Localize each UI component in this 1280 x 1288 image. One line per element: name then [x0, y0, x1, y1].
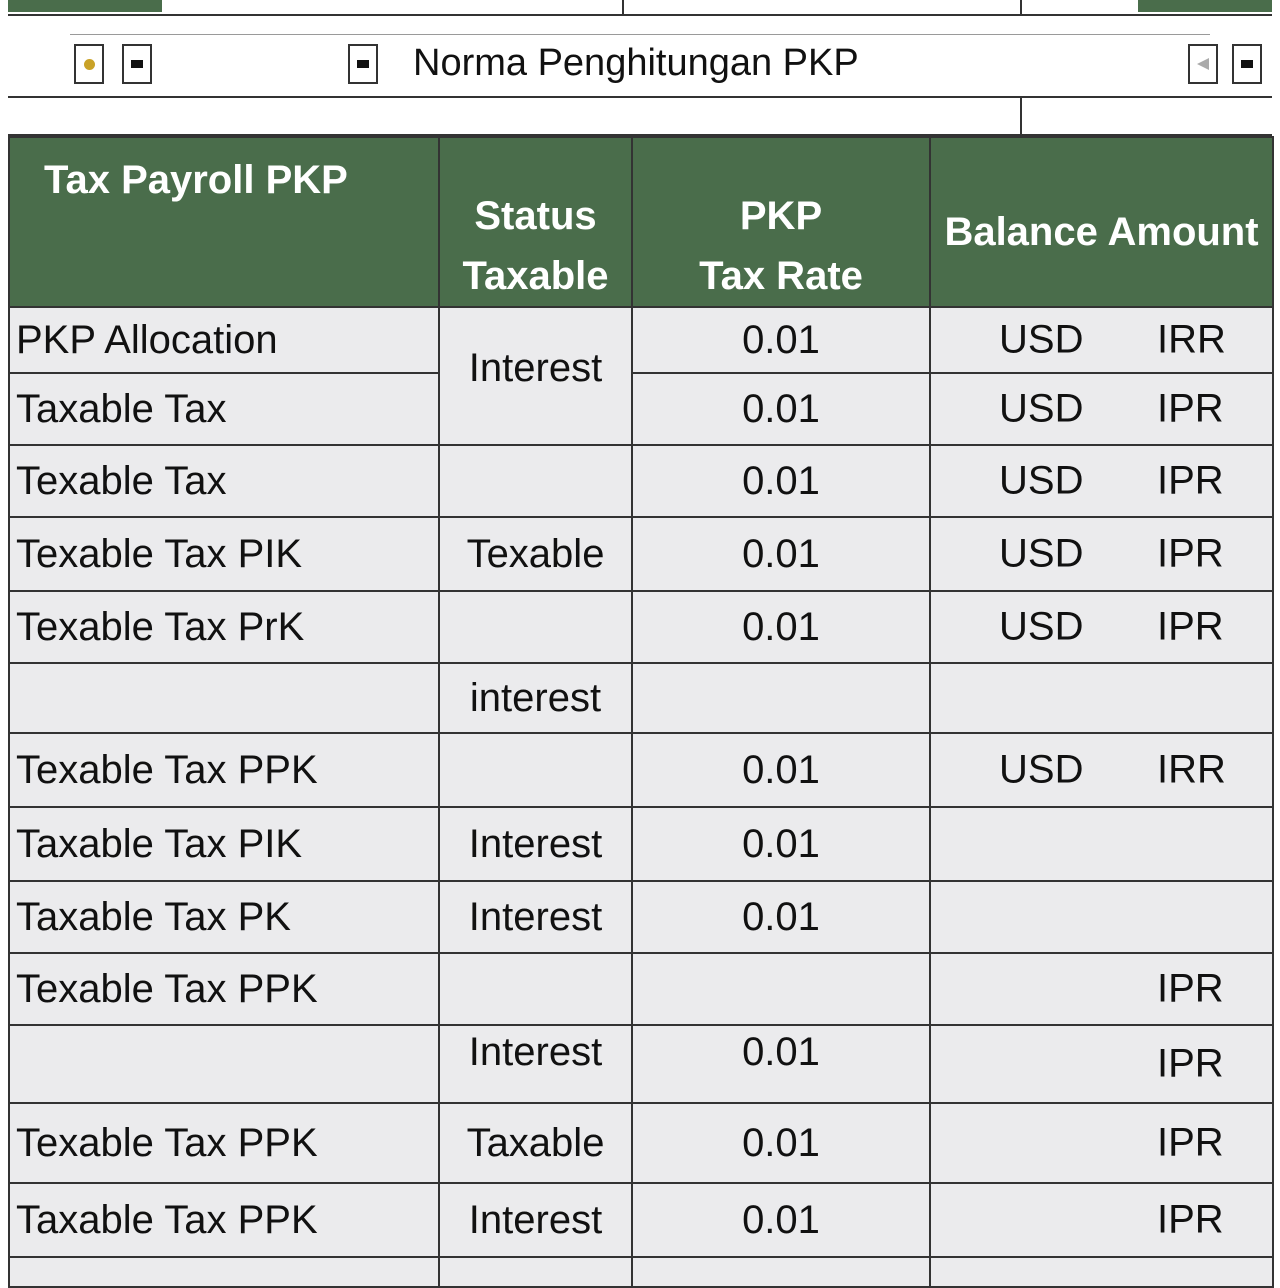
cell-rate[interactable]: 0.01 — [632, 807, 930, 881]
table-row[interactable] — [9, 1103, 1273, 1183]
cell-rate[interactable]: 0.01 — [632, 733, 930, 807]
header-status-line1: Status — [474, 194, 597, 238]
currency-local: IPR — [1157, 531, 1224, 576]
stop-icon — [131, 60, 143, 68]
cell-rate[interactable]: 0.01 — [632, 1025, 930, 1103]
cell-status[interactable]: Interest — [439, 1025, 632, 1103]
cell-balance[interactable] — [930, 663, 1273, 733]
record-dot-icon — [84, 59, 95, 70]
title-guide-line — [70, 34, 1210, 35]
currency-local: IPR — [1157, 386, 1224, 431]
cell-label[interactable] — [9, 663, 439, 733]
cell-rate[interactable]: 0.01 — [632, 445, 930, 517]
cell-label[interactable]: Texable Tax PPK — [9, 733, 439, 807]
table-row[interactable] — [9, 881, 1273, 953]
title-bar — [8, 16, 1272, 98]
cell-rate[interactable]: 0.01 — [632, 307, 930, 373]
cell-status[interactable] — [439, 953, 632, 1025]
currency-local: IRR — [1157, 317, 1226, 362]
currency-usd: USD — [999, 604, 1084, 649]
currency-usd: USD — [999, 317, 1084, 362]
currency-local: IPR — [1157, 458, 1224, 503]
table-row[interactable] — [9, 663, 1273, 733]
table-row[interactable] — [9, 807, 1273, 881]
table-header-row — [9, 137, 1273, 307]
cell-status[interactable]: interest — [439, 663, 632, 733]
table-row[interactable] — [9, 517, 1273, 591]
cell-balance[interactable] — [930, 881, 1273, 953]
cell-balance[interactable] — [930, 307, 1273, 373]
cell-rate[interactable]: 0.01 — [632, 881, 930, 953]
cell-balance[interactable] — [930, 517, 1273, 591]
cell-label[interactable]: Texable Tax PPK — [9, 1103, 439, 1183]
currency-local: IPR — [1157, 1041, 1224, 1086]
cell-status[interactable]: Interest — [439, 807, 632, 881]
record-button[interactable] — [74, 44, 104, 84]
cell-balance[interactable] — [930, 1257, 1273, 1287]
top-green-tab-right — [1138, 0, 1272, 12]
title-menu-button[interactable] — [348, 44, 378, 84]
cell-balance[interactable] — [930, 373, 1273, 445]
top-green-tab-left — [8, 0, 162, 12]
cell-status[interactable]: Interest — [439, 881, 632, 953]
sub-toolbar — [8, 98, 1272, 136]
pkp-table — [8, 136, 1274, 1288]
cell-rate[interactable]: 0.01 — [632, 1103, 930, 1183]
menu-icon — [357, 60, 369, 68]
header-rate[interactable] — [632, 137, 930, 307]
header-status-line2: Taxable — [462, 254, 609, 298]
cell-balance[interactable] — [930, 807, 1273, 881]
cell-balance[interactable] — [930, 733, 1273, 807]
cell-rate[interactable] — [632, 663, 930, 733]
cell-status[interactable] — [439, 1257, 632, 1287]
cell-status[interactable] — [439, 591, 632, 663]
cell-status[interactable] — [439, 733, 632, 807]
table-row[interactable] — [9, 591, 1273, 663]
currency-local: IPR — [1157, 1197, 1224, 1242]
back-button[interactable] — [1188, 44, 1218, 84]
minimize-button[interactable] — [1232, 44, 1262, 84]
cell-rate[interactable]: 0.01 — [632, 1183, 930, 1257]
currency-usd: USD — [999, 386, 1084, 431]
cell-status[interactable]: Taxable — [439, 1103, 632, 1183]
stop-button[interactable] — [122, 44, 152, 84]
cell-balance[interactable] — [930, 591, 1273, 663]
cell-label[interactable]: Taxable Tax PK — [9, 881, 439, 953]
back-arrow-icon — [1197, 58, 1209, 70]
cell-status[interactable]: Interest — [439, 1183, 632, 1257]
header-balance[interactable]: Balance Amount — [930, 137, 1273, 307]
top-strip — [8, 0, 1272, 16]
cell-label[interactable]: Taxable Tax — [9, 373, 439, 445]
currency-local: IPR — [1157, 1120, 1224, 1165]
cell-balance[interactable] — [930, 1025, 1273, 1103]
cell-rate[interactable] — [632, 953, 930, 1025]
cell-label[interactable]: Taxable Tax PPK — [9, 1183, 439, 1257]
currency-usd: USD — [999, 458, 1084, 503]
cell-rate[interactable]: 0.01 — [632, 591, 930, 663]
currency-local: IPR — [1157, 966, 1224, 1011]
table-row[interactable] — [9, 307, 1273, 373]
table-row[interactable] — [9, 1183, 1273, 1257]
cell-balance[interactable] — [930, 1183, 1273, 1257]
currency-usd: USD — [999, 531, 1084, 576]
currency-local: IRR — [1157, 747, 1226, 792]
cell-rate[interactable]: 0.01 — [632, 373, 930, 445]
table-row[interactable] — [9, 733, 1273, 807]
cell-label[interactable]: Texable Tax PrK — [9, 591, 439, 663]
cell-label[interactable]: PKP Allocation — [9, 307, 439, 373]
cell-label[interactable]: Texable Tax PIK — [9, 517, 439, 591]
cell-status[interactable]: Interest — [439, 307, 632, 445]
table-row[interactable] — [9, 1257, 1273, 1287]
header-rate-line1: PKP — [739, 194, 823, 238]
cell-status[interactable]: Texable — [439, 517, 632, 591]
header-status[interactable] — [439, 137, 632, 307]
cell-rate[interactable] — [632, 1257, 930, 1287]
table-row[interactable] — [9, 953, 1273, 1025]
cell-label[interactable] — [9, 1025, 439, 1103]
currency-usd: USD — [999, 747, 1084, 792]
window-title: Norma Penghitungan PKP — [413, 42, 859, 84]
cell-label[interactable] — [9, 1257, 439, 1287]
minimize-icon — [1241, 60, 1253, 68]
cell-label[interactable]: Texable Tax PPK — [9, 953, 439, 1025]
sub-toolbar-divider — [1020, 98, 1022, 136]
cell-balance[interactable] — [930, 445, 1273, 517]
cell-rate[interactable]: 0.01 — [632, 517, 930, 591]
table-row[interactable] — [9, 1025, 1273, 1103]
cell-balance[interactable] — [930, 953, 1273, 1025]
cell-label[interactable]: Taxable Tax PIK — [9, 807, 439, 881]
cell-balance[interactable] — [930, 1103, 1273, 1183]
header-label[interactable]: Tax Payroll PKP — [9, 137, 439, 307]
cell-label[interactable]: Texable Tax — [9, 445, 439, 517]
currency-local: IPR — [1157, 604, 1224, 649]
cell-status[interactable] — [439, 445, 632, 517]
table-row[interactable] — [9, 445, 1273, 517]
table-row[interactable] — [9, 373, 1273, 445]
header-rate-line2: Tax Rate — [699, 254, 863, 298]
